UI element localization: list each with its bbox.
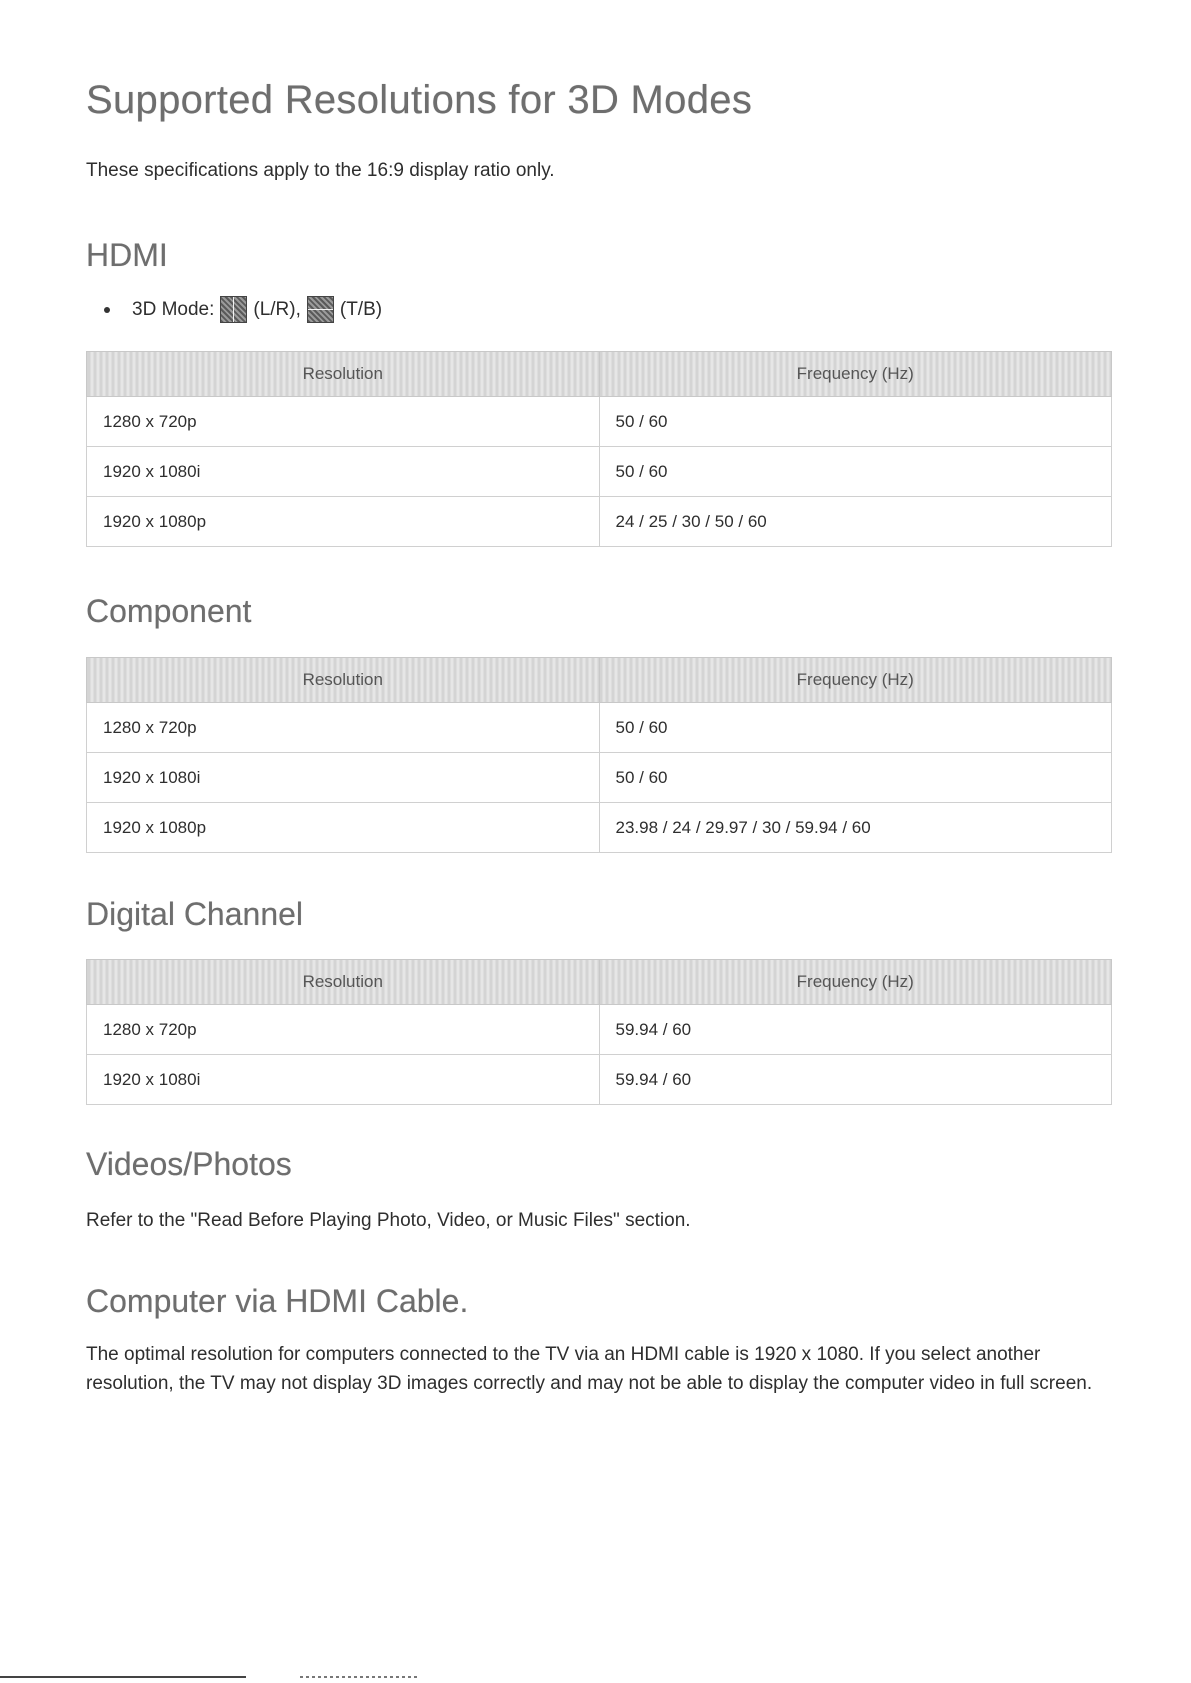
mode-lr-label: (L/R), [253, 298, 301, 320]
footer-mark [300, 1676, 420, 1678]
table-header-row [87, 658, 1112, 703]
table-row [87, 1055, 1112, 1105]
header-frequency: Frequency (Hz) [599, 658, 1112, 703]
resolution-cell: 1920 x 1080p [87, 803, 600, 853]
hdmi-3d-mode-bullet [104, 296, 382, 323]
3d-side-by-side-icon [220, 296, 247, 323]
computer-hdmi-text: The optimal resolution for computers connected to the TV via an HDMI cable is 1920 x 1080. If you select another resolution, the TV may not display 3D images correctly and may not be able to display the computer video in full screen. [86, 1344, 1093, 1394]
resolution-cell: 1280 x 720p [87, 1005, 600, 1055]
header-resolution: Resolution [87, 658, 600, 703]
frequency-cell: 50 / 60 [599, 753, 1112, 803]
table-row [87, 703, 1112, 753]
table-header-row [87, 960, 1112, 1005]
section-heading-videos-photos: Videos/Photos [86, 1146, 292, 1182]
videos-photos-text: Refer to the "Read Before Playing Photo, Video, or Music Files" section. [86, 1210, 691, 1231]
header-resolution: Resolution [87, 960, 600, 1005]
section-heading-computer-hdmi: Computer via HDMI Cable. [86, 1283, 469, 1319]
component-resolution-table [86, 657, 1112, 853]
resolution-cell: 1920 x 1080i [87, 447, 600, 497]
bullet-dot [104, 307, 110, 313]
table-row [87, 1005, 1112, 1055]
footer-rule [0, 1676, 246, 1678]
mode-tb-label: (T/B) [339, 298, 383, 320]
table-header-row [87, 352, 1112, 397]
table-row [87, 447, 1112, 497]
page-title: Supported Resolutions for 3D Modes [86, 78, 753, 122]
section-heading-digital-channel: Digital Channel [86, 896, 304, 932]
mode-label: 3D Mode: [132, 298, 215, 320]
header-frequency: Frequency (Hz) [599, 352, 1112, 397]
digital-channel-resolution-table [86, 959, 1112, 1105]
frequency-cell: 50 / 60 [599, 703, 1112, 753]
hdmi-resolution-table [86, 351, 1112, 547]
resolution-cell: 1280 x 720p [87, 397, 600, 447]
frequency-cell: 59.94 / 60 [599, 1005, 1112, 1055]
table-row [87, 803, 1112, 853]
resolution-cell: 1920 x 1080p [87, 497, 600, 547]
section-heading-component: Component [86, 593, 252, 629]
3d-top-bottom-icon [307, 296, 334, 323]
frequency-cell: 24 / 25 / 30 / 50 / 60 [599, 497, 1112, 547]
resolution-cell: 1920 x 1080i [87, 1055, 600, 1105]
resolution-cell: 1920 x 1080i [87, 753, 600, 803]
resolution-cell: 1280 x 720p [87, 703, 600, 753]
table-row [87, 497, 1112, 547]
frequency-cell: 50 / 60 [599, 397, 1112, 447]
table-row [87, 753, 1112, 803]
frequency-cell: 23.98 / 24 / 29.97 / 30 / 59.94 / 60 [599, 803, 1112, 853]
header-resolution: Resolution [87, 352, 600, 397]
intro-text: These specifications apply to the 16:9 display ratio only. [86, 160, 555, 181]
frequency-cell: 50 / 60 [599, 447, 1112, 497]
frequency-cell: 59.94 / 60 [599, 1055, 1112, 1105]
section-heading-hdmi: HDMI [86, 237, 168, 273]
header-frequency: Frequency (Hz) [599, 960, 1112, 1005]
table-row [87, 397, 1112, 447]
